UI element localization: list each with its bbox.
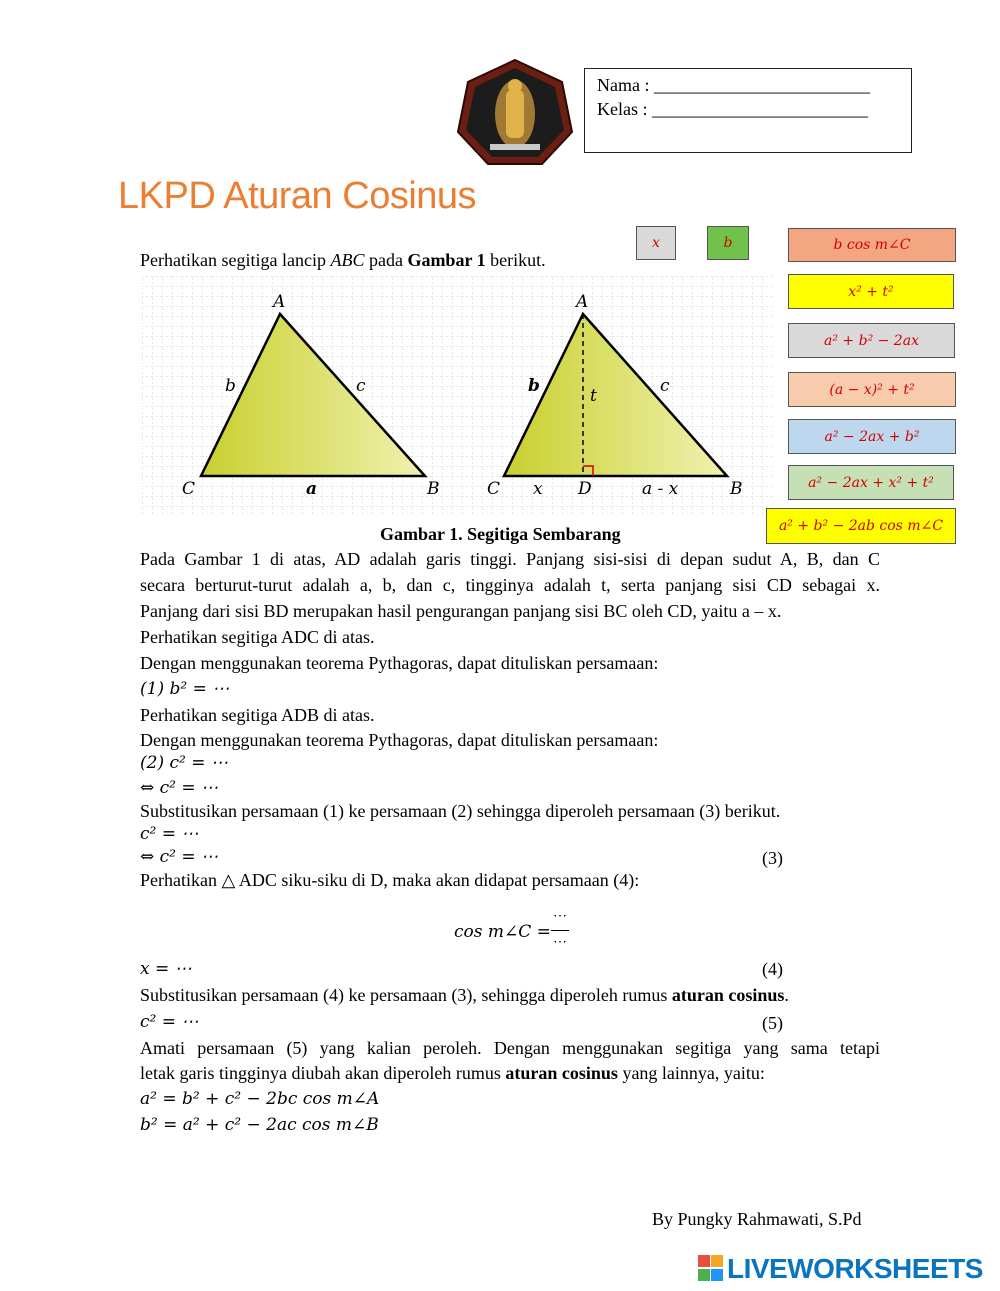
label-a1: a [306,479,318,499]
paragraph-line: Dengan menggunakan teorema Pythagoras, dapat dituliskan persamaan: [140,730,659,750]
brand-name: LIVEWORKSHEETS [727,1253,983,1284]
label-B2: B [730,479,743,499]
equation-3a: c² = ⋯ [140,824,199,844]
intro-text: Perhatikan segitiga lancip ABC pada Gambar 1 berikut. [140,250,546,270]
figure-triangles [142,276,772,516]
name-field[interactable]: Nama : ________________________ [597,75,870,95]
paragraph-line: Perhatikan △ ADC siku-siku di D, maka akan didapat persamaan (4): [140,870,640,890]
author-credit: By Pungky Rahmawati, S.Pd [652,1209,862,1229]
equation-5: c² = ⋯ [140,1012,199,1032]
equation-number-5: (5) [762,1013,783,1033]
answer-chip[interactable]: a² − 2ax + b² [788,419,956,454]
paragraph-line: secara berturut-turut adalah a, b, dan c, tingginya adalah t, serta panjang sisi CD sebagai x. [140,575,880,595]
liveworksheets-logo [698,1253,983,1285]
label-ax2: a - x [642,479,679,499]
label-b2: b [528,376,540,396]
answer-chip[interactable]: b [707,226,749,260]
answer-chip[interactable]: x² + t² [788,274,954,309]
paragraph-line: Amati persamaan (5) yang kalian peroleh. Dengan menggunakan segitiga yang sama tetapi [140,1038,880,1058]
paragraph-line: Substitusikan persamaan (4) ke persamaan (3), sehingga diperoleh rumus aturan cosinus. [140,985,789,1005]
equation-3b: ⇔ c² = ⋯ [140,847,219,867]
liveworksheets-icon [698,1255,724,1283]
cos-lhs: cos m∠C = [454,922,551,942]
answer-chip[interactable]: a² + b² − 2ab cos m∠C [766,508,956,544]
paragraph-line: Perhatikan segitiga ADC di atas. [140,627,375,647]
label-B1: B [427,479,440,499]
paragraph-line: Panjang dari sisi BD merupakan hasil pengurangan panjang sisi BC oleh CD, yaitu a – x. [140,601,782,621]
equation-number-3: (3) [762,848,783,868]
label-c2: c [660,376,670,396]
equation-1: (1) b² = ⋯ [140,679,230,699]
class-field[interactable]: Kelas : ________________________ [597,99,868,119]
label-x2: x [533,479,543,499]
answer-chip[interactable]: b cos m∠C [788,228,956,262]
paragraph-line: letak garis tingginya diubah akan diperoleh rumus aturan cosinus yang lainnya, yaitu: [140,1063,765,1083]
label-c1: c [356,376,366,396]
answer-chip[interactable]: (a − x)² + t² [788,372,956,407]
label-D2: D [578,479,592,499]
paragraph-line: Dengan menggunakan teorema Pythagoras, dapat dituliskan persamaan: [140,653,659,673]
label-C2: C [487,479,501,499]
label-A1: A [273,292,286,312]
figure-caption: Gambar 1. Segitiga Sembarang [380,524,621,544]
page-title: LKPD Aturan Cosinus [118,175,477,217]
cos-denominator: ⋯ [553,934,567,950]
student-info-box [584,68,912,153]
answer-chip[interactable]: x [636,226,676,260]
cos-numerator: ⋯ [553,908,567,924]
label-b1: b [225,376,236,396]
equation-2b: ⇔ c² = ⋯ [140,778,219,798]
label-C1: C [182,479,196,499]
formula-b-squared: b² = a² + c² − 2ac cos m∠B [140,1115,379,1135]
paragraph-line: Pada Gambar 1 di atas, AD adalah garis tinggi. Panjang sisi-sisi di depan sudut A, B, dan C [140,549,880,569]
school-logo [456,56,574,168]
paragraph-line: Perhatikan segitiga ADB di atas. [140,705,375,725]
answer-chip[interactable]: a² + b² − 2ax [788,323,955,358]
label-A2: A [576,292,589,312]
answer-chip[interactable]: a² − 2ax + x² + t² [788,465,954,500]
label-t2: t [590,386,597,406]
equation-4: x = ⋯ [140,959,192,979]
fraction-bar [551,930,569,931]
formula-a-squared: a² = b² + c² − 2bc cos m∠A [140,1089,380,1109]
equation-number-4: (4) [762,959,783,979]
equation-2: (2) c² = ⋯ [140,753,228,773]
paragraph-line: Substitusikan persamaan (1) ke persamaan (2) sehingga diperoleh persamaan (3) berikut. [140,801,781,821]
